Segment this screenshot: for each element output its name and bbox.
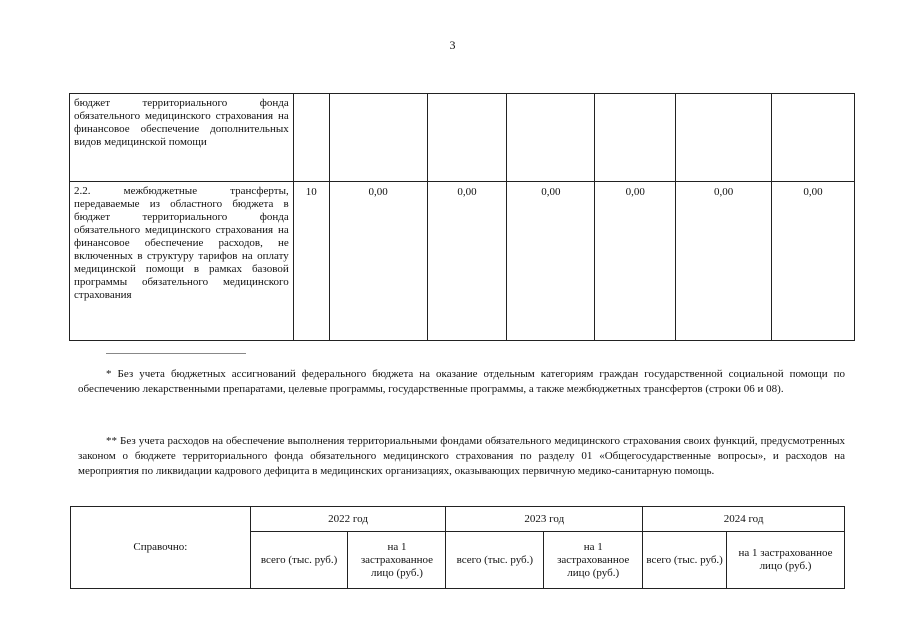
row-description: бюджет территориального фонда обязательного медицинского страхования на финансовое обеспечение дополнительных видов медицинской помощи — [70, 94, 294, 182]
budget-table — [69, 93, 855, 341]
page-number: 3 — [449, 38, 456, 52]
subheader-cell: всего (тыс. руб.) — [250, 532, 348, 589]
table-cell: 0,00 — [427, 182, 507, 341]
footnote-first: * Без учета бюджетных ассигнований федерального бюджета на оказание отдельным категориям граждан государственной социальной помощи по обеспечению лекарственными препаратами, целевые программы, государственные программы, а также межбюджетных трансфертов (строки 06 и 08). — [78, 368, 845, 395]
table-cell: 0,00 — [329, 182, 427, 341]
table-cell — [676, 94, 772, 182]
row-code — [293, 94, 329, 182]
table-cell — [329, 94, 427, 182]
subheader-cell: на 1 застрахованное лицо (руб.) — [727, 532, 845, 589]
table-cell — [427, 94, 507, 182]
table-cell — [507, 94, 595, 182]
year-header: 2024 год — [643, 507, 845, 532]
table-cell — [595, 94, 676, 182]
year-header: 2023 год — [446, 507, 643, 532]
table-cell — [772, 94, 855, 182]
table-row — [70, 94, 855, 182]
reference-label: Справочно: — [71, 507, 251, 589]
year-header: 2022 год — [250, 507, 446, 532]
subheader-cell: всего (тыс. руб.) — [643, 532, 727, 589]
row-code: 10 — [293, 182, 329, 341]
table-cell: 0,00 — [507, 182, 595, 341]
table-cell: 0,00 — [676, 182, 772, 341]
table-row — [70, 182, 855, 341]
footnote-separator — [106, 353, 246, 354]
subheader-cell: всего (тыс. руб.) — [446, 532, 544, 589]
subheader-cell: на 1 застрахованное лицо (руб.) — [544, 532, 643, 589]
table-cell: 0,00 — [595, 182, 676, 341]
row-description: 2.2. межбюджетные трансферты, передаваемые из областного бюджета в бюджет территориального фонда обязательного медицинского страхования на финансовое обеспечение расходов, не включенных в структуру тарифов на оплату медицинской помощи в рамках базовой программы обязательного медицинского страхования — [70, 182, 294, 341]
table-row — [71, 507, 845, 532]
table-cell: 0,00 — [772, 182, 855, 341]
subheader-cell: на 1 застрахованное лицо (руб.) — [348, 532, 446, 589]
reference-table — [70, 506, 845, 589]
footnote-second: ** Без учета расходов на обеспечение выполнения территориальными фондами обязательного медицинского страхования своих функций, предусмотренных законом о бюджете территориального фонда обязательного медицинского страхования по разделу 01 «Общегосударственные вопросы», и расходов на мероприятия по ликвидации кадрового дефицита в медицинских организациях, оказывающих первичную медико-санитарную помощь. — [78, 435, 845, 477]
